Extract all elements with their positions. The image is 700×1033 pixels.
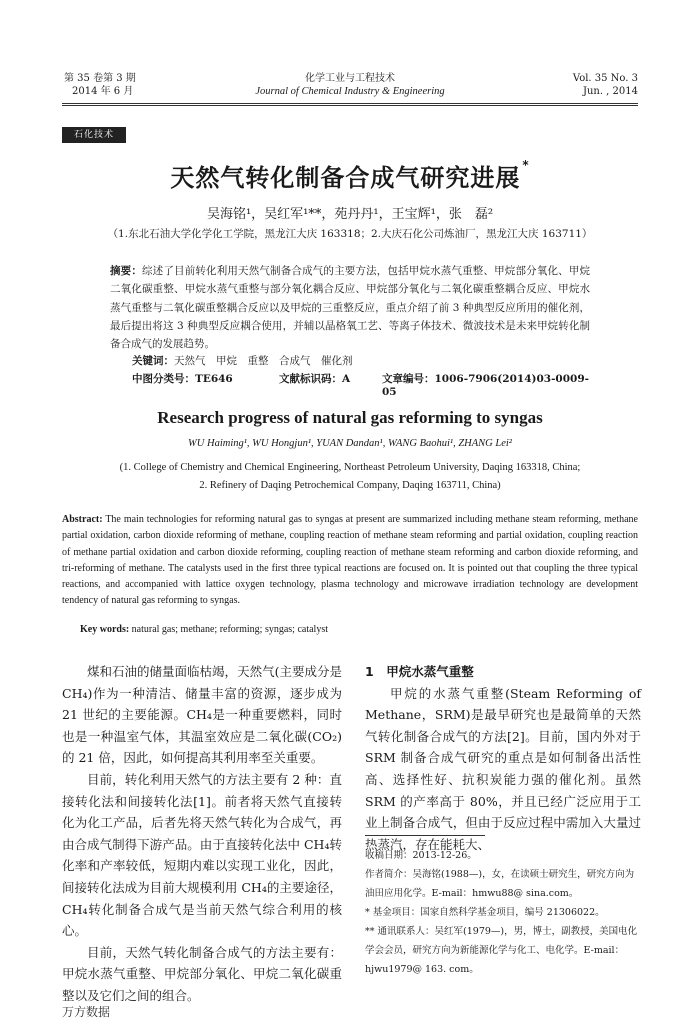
affiliation-cn: （1.东北石油大学化学化工学院，黑龙江大庆 163318；2.大庆石化公司炼油厂，黑龙江大庆 163711） [107, 228, 593, 240]
abstract-label-cn: 摘要： [110, 265, 143, 277]
footnote-author-bio: 作者简介：吴海铭(1988—)，女，在读硕士研究生，研究方向为油田应用化学。E-mail：hmwu88@ sina.com。 [365, 869, 635, 899]
header-volume-cn [64, 72, 194, 98]
article-title-en: Research progress of natural gas reforming to syngas [157, 408, 543, 427]
footnote-contact: ** 通讯联系人：吴红军(1979—)，男，博士，副教授，美国电化学会会员，研究方向为新能源化学与化工、电化学。E-mail：hjwu1979@ 163. com。 [365, 926, 638, 975]
volume-issue-en: Vol. 35 No. 3 [572, 73, 638, 84]
body-left-column [62, 661, 342, 1007]
keywords-text-cn: 天然气 甲烷 重整 合成气 催化剂 [174, 355, 353, 367]
footnote-rule [365, 835, 485, 836]
body-paragraph: 煤和石油的储量面临枯竭，天然气(主要成分是 CH₄)作为一种清洁、储量丰富的资源，逐步成为 21 世纪的主要能源。CH₄是一种重要燃料，同时也是一种温室气体，其温室效应是二氧化碳(CO₂)的 21 倍，因此，如何提高其利用率至关重要。 [62, 664, 342, 766]
document-code: 文献标识码：A [279, 373, 351, 385]
article-title-cn [62, 158, 638, 193]
keywords-label-cn: 关键词： [132, 355, 174, 367]
abstract-cn [110, 262, 590, 353]
authors-cn: 吴海铭¹，吴红军¹**，苑丹丹¹，王宝辉¹，张 磊² [206, 207, 494, 222]
footnotes [365, 846, 641, 979]
journal-name-en: Journal of Chemical Industry & Engineering [255, 86, 445, 97]
footnote-fund: * 基金项目：国家自然科学基金项目，编号 21306022。 [365, 907, 605, 918]
keywords-en [80, 624, 640, 635]
footnote-received: 收稿日期：2013-12-26。 [365, 850, 477, 861]
section-heading: 1 甲烷水蒸气重整 [365, 664, 474, 679]
article-number: 文章编号：1006-7906(2014)03-0009-05 [382, 373, 590, 398]
clc-number: 中图分类号：TE646 [132, 373, 233, 385]
affiliation-en-line2: 2. Refinery of Daqing Petrochemical Company, Daqing 163711, China) [199, 480, 501, 491]
header-journal [200, 72, 500, 98]
classification-row [132, 371, 602, 398]
journal-name-cn: 化学工业与工程技术 [305, 73, 395, 84]
keywords-cn [132, 353, 592, 368]
section-tag: 石化技术 [62, 127, 126, 143]
title-text-cn: 天然气转化制备合成气研究进展 [170, 164, 521, 192]
body-paragraph: 甲烷的水蒸气重整(Steam Reforming of Methane，SRM)是最早研究也是最简单的天然气转化制备合成气的方法[2]。目前，国内外对于 SRM 制备合成气研究的重点是如何制备出活性高、选择性好、抗积炭能力强的催化剂。虽然 SRM 的产率高于 80%，并且已经广泛应用于工业上制备合成气，但由于反应过程中需加入大量过热蒸汽，存在能耗大、 [365, 685, 641, 852]
abstract-en [62, 512, 638, 610]
keywords-label-en: Key words: [80, 624, 130, 635]
abstract-text-cn: 综述了目前转化利用天然气制备合成气的主要方法，包括甲烷水蒸气重整、甲烷部分氧化、甲烷二氧化碳重整、甲烷水蒸气重整与部分氧化耦合反应、甲烷部分氧化与二氧化碳重整耦合反应、甲烷水蒸气重整与二氧化碳重整耦合反应以及甲烷的三重整反应，重点介绍了前 3 种典型反应所用的催化剂，最后提出将这 3 种典型反应耦合使用，并辅以晶格氧工艺、等离子体技术、微波技术是未来甲烷转化制备合成气的发展趋势。 [110, 265, 591, 351]
keywords-text-en: natural gas; methane; reforming; syngas; catalyst [131, 624, 328, 635]
affiliation-en-line1: (1. College of Chemistry and Chemical Engineering, Northeast Petroleum University, Daqing 163318, China; [119, 462, 581, 473]
abstract-text-en: The main technologies for reforming natural gas to syngas at present are summarized including methane steam reforming, methane partial oxidation, carbon dioxide reforming of methane, coupling reaction of methane steam reforming and partial oxidation, coupling reaction of methane partial oxidation and carbon dioxide reforming, coupling reaction of methane steam reforming and carbon dioxide reforming, and tri-reforming of methane. The catalysts used in the first three typical reactions are focused on. It is pointed out that coupling the three typical reactions, and accompanied with lattice oxygen technology, plasma technology and microwave irradiation technology are development tendency of natural gas reforming to syngas. [62, 514, 638, 607]
authors-en: WU Haiming¹, WU Hongjun¹, YUAN Dandan¹, WANG Baohui¹, ZHANG Lei² [188, 438, 512, 449]
date-en: Jun. , 2014 [582, 86, 638, 97]
body-right-column [365, 661, 641, 855]
volume-issue-cn: 第 35 卷第 3 期 [64, 73, 136, 84]
header-rule [62, 103, 638, 104]
body-paragraph: 目前，天然气转化制备合成气的方法主要有：甲烷水蒸气重整、甲烷部分氧化、甲烷二氧化碳重整以及它们之间的组合。 [62, 944, 342, 1003]
header-rule-secondary [62, 105, 638, 106]
watermark-text: 万方数据 [62, 1005, 111, 1019]
abstract-label-en: Abstract: [62, 514, 103, 525]
header-volume-en [478, 72, 638, 98]
body-paragraph: 目前，转化利用天然气的方法主要有 2 种：直接转化法和间接转化法[1]。前者将天然气直接转化为化工产品，后者先将天然气转化为合成气，再由合成气制得下游产品。由于直接转化法中 CH₄转化率和产率较低，短期内难以实现工业化，因此，间接转化法成为目前大规模利用 CH₄的主要途径，CH₄转化制备合成气是当前天然气综合利用的核心。 [62, 771, 342, 939]
date-cn: 2014 年 6 月 [72, 86, 134, 97]
title-footnote-mark: * [522, 158, 530, 172]
